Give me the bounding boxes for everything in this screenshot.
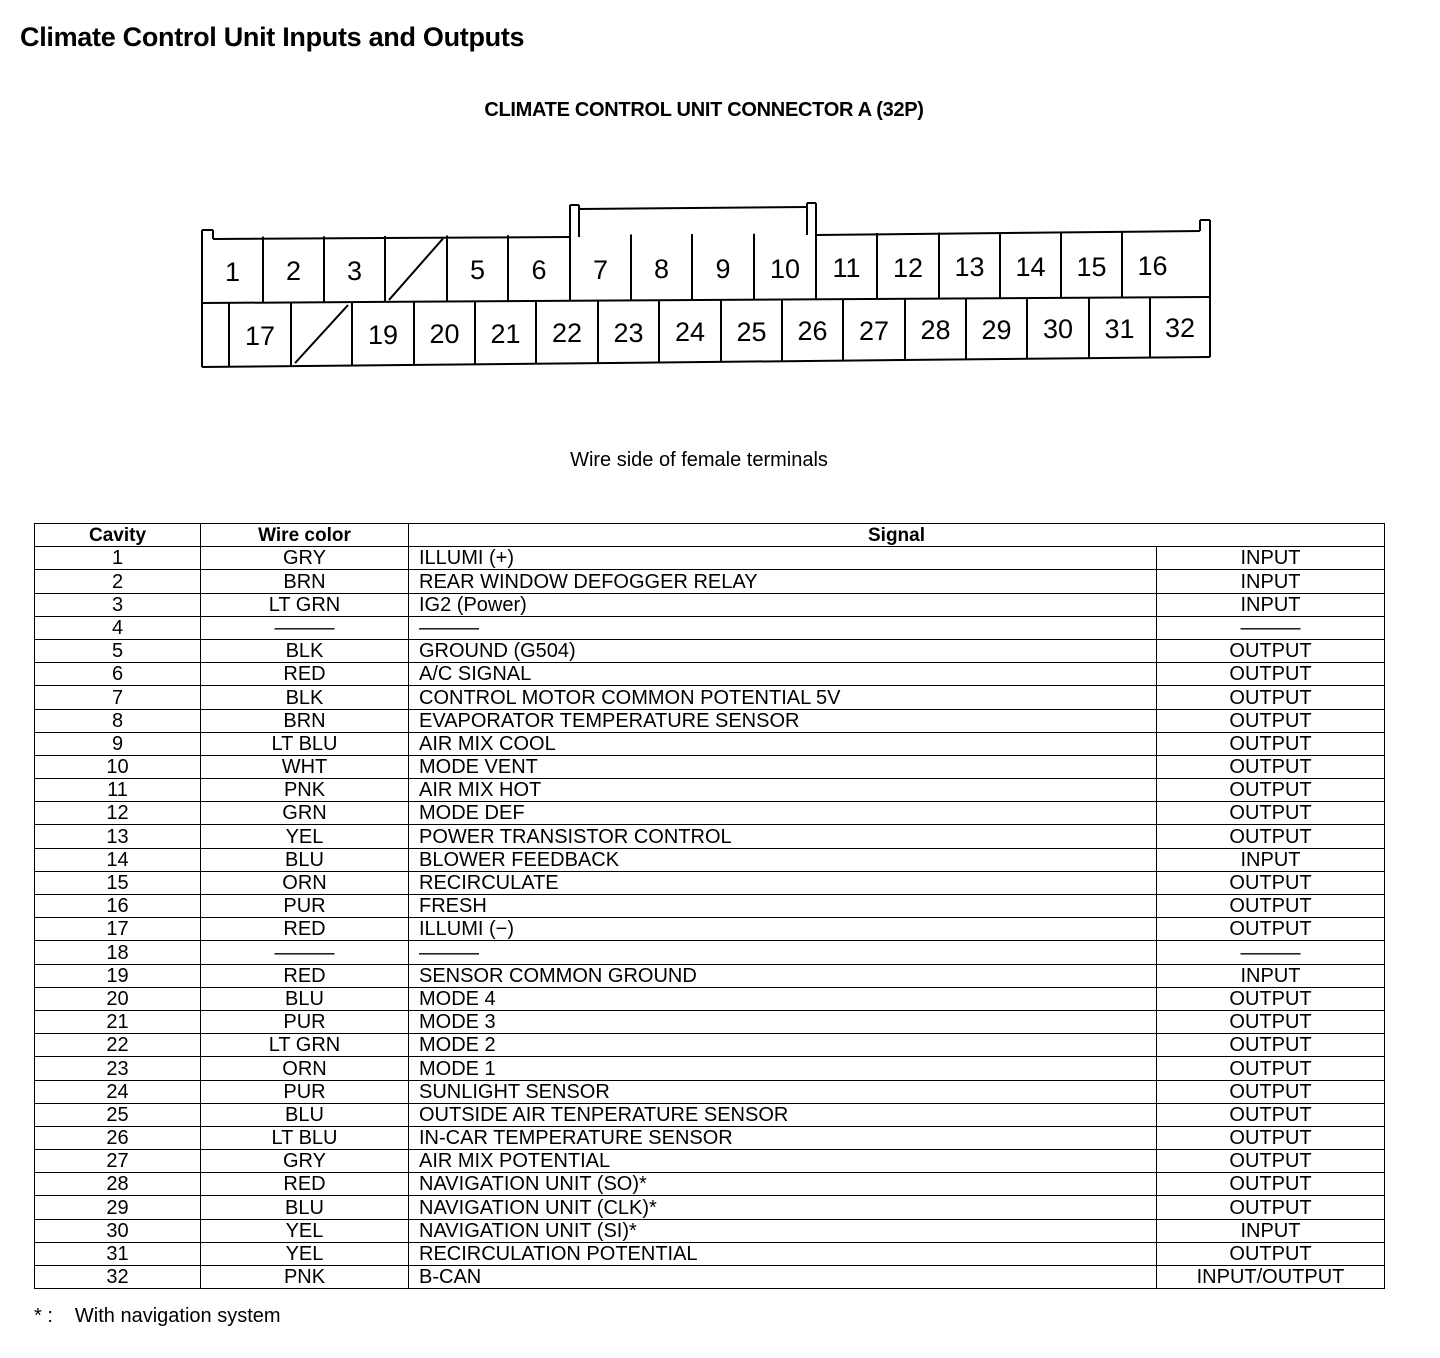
wire-color-cell: BLK — [201, 686, 409, 709]
cavity-cell: 9 — [35, 732, 201, 755]
io-cell: INPUT — [1157, 964, 1385, 987]
pin-label: 12 — [892, 252, 924, 283]
empty-cavity-slash — [389, 239, 443, 300]
wire-color-cell: PUR — [201, 895, 409, 918]
pin-label: 31 — [1104, 313, 1135, 344]
io-cell: OUTPUT — [1157, 1242, 1385, 1265]
signal-cell: MODE 2 — [409, 1034, 1157, 1057]
wire-color-cell: YEL — [201, 1242, 409, 1265]
pin-label: 7 — [592, 254, 609, 285]
table-row — [35, 686, 1385, 709]
signal-cell: CONTROL MOTOR COMMON POTENTIAL 5V — [409, 686, 1157, 709]
signal-cell: IG2 (Power) — [409, 593, 1157, 616]
cavity-cell: 17 — [35, 918, 201, 941]
io-cell: OUTPUT — [1157, 1010, 1385, 1033]
io-cell: OUTPUT — [1157, 732, 1385, 755]
cavity-cell: 25 — [35, 1103, 201, 1126]
wire-color-cell: BRN — [201, 570, 409, 593]
cavity-cell: 18 — [35, 941, 201, 964]
pin-label: 29 — [981, 314, 1012, 345]
wire-color-cell: PUR — [201, 1010, 409, 1033]
wire-color-cell: RED — [201, 663, 409, 686]
table-row — [35, 1010, 1385, 1033]
io-cell: OUTPUT — [1157, 663, 1385, 686]
cavity-cell: 21 — [35, 1010, 201, 1033]
signal-cell: BLOWER FEEDBACK — [409, 848, 1157, 871]
signal-cell: GROUND (G504) — [409, 639, 1157, 662]
wire-color-cell: YEL — [201, 825, 409, 848]
wire-color-cell: ORN — [201, 1057, 409, 1080]
cavity-cell: 27 — [35, 1150, 201, 1173]
cavity-cell: 7 — [35, 686, 201, 709]
signal-cell: EVAPORATOR TEMPERATURE SENSOR — [409, 709, 1157, 732]
pin-label: 5 — [469, 255, 486, 286]
pin-label: 6 — [531, 254, 547, 285]
signal-cell: ——— — [409, 616, 1157, 639]
cavity-cell: 1 — [35, 547, 201, 570]
connector-title: CLIMATE CONTROL UNIT CONNECTOR A (32P) — [484, 99, 924, 121]
wire-color-cell: BLU — [201, 848, 409, 871]
signal-cell: MODE 3 — [409, 1010, 1157, 1033]
header-signal: Signal — [409, 524, 1385, 547]
wire-color-cell: WHT — [201, 755, 409, 778]
cavity-cell: 32 — [35, 1266, 201, 1289]
signal-cell: ——— — [409, 941, 1157, 964]
signal-cell: NAVIGATION UNIT (CLK)* — [409, 1196, 1157, 1219]
signal-cell: OUTSIDE AIR TENPERATURE SENSOR — [409, 1103, 1157, 1126]
wire-color-cell: ORN — [201, 871, 409, 894]
io-cell: OUTPUT — [1157, 686, 1385, 709]
signal-cell: AIR MIX POTENTIAL — [409, 1150, 1157, 1173]
lock-tab — [579, 207, 807, 209]
io-cell: OUTPUT — [1157, 1150, 1385, 1173]
io-cell: INPUT — [1157, 570, 1385, 593]
io-cell: OUTPUT — [1157, 1196, 1385, 1219]
pin-label: 10 — [769, 253, 801, 284]
wire-color-cell: ——— — [201, 616, 409, 639]
table-row — [35, 1126, 1385, 1149]
footnote-text: With navigation system — [74, 1305, 281, 1327]
cavity-cell: 20 — [35, 987, 201, 1010]
signal-cell: IN-CAR TEMPERATURE SENSOR — [409, 1126, 1157, 1149]
table-row — [35, 709, 1385, 732]
row-divider — [202, 297, 1210, 303]
io-cell: OUTPUT — [1157, 639, 1385, 662]
pin-label: 23 — [613, 317, 644, 348]
wire-color-cell: BLU — [201, 987, 409, 1010]
pin-label: 32 — [1164, 313, 1196, 344]
signal-cell: A/C SIGNAL — [409, 663, 1157, 686]
table-header-row — [35, 524, 1385, 547]
wire-color-cell: PNK — [201, 1266, 409, 1289]
table-row — [35, 616, 1385, 639]
pin-label: 22 — [551, 318, 583, 349]
wire-color-cell: BLK — [201, 639, 409, 662]
signal-cell: ILLUMI (+) — [409, 547, 1157, 570]
cavity-cell: 5 — [35, 639, 201, 662]
pin-label: 16 — [1137, 251, 1168, 282]
table-row — [35, 1080, 1385, 1103]
cavity-cell: 26 — [35, 1126, 201, 1149]
signal-cell: MODE 1 — [409, 1057, 1157, 1080]
signal-cell: NAVIGATION UNIT (SI)* — [409, 1219, 1157, 1242]
cavity-cell: 2 — [35, 570, 201, 593]
cavity-cell: 16 — [35, 895, 201, 918]
io-cell: ——— — [1157, 941, 1385, 964]
wire-color-cell: RED — [201, 964, 409, 987]
table-row — [35, 593, 1385, 616]
io-cell: ——— — [1157, 616, 1385, 639]
pin-label: 3 — [346, 256, 363, 287]
pin-label: 13 — [954, 252, 985, 283]
cavity-cell: 15 — [35, 871, 201, 894]
io-cell: OUTPUT — [1157, 802, 1385, 825]
table-row — [35, 941, 1385, 964]
table-row — [35, 1196, 1385, 1219]
pin-label: 24 — [674, 317, 706, 348]
cavity-cell: 10 — [35, 755, 201, 778]
pin-label: 2 — [285, 256, 302, 287]
wire-color-cell: ——— — [201, 941, 409, 964]
pin-label: 17 — [244, 320, 276, 351]
pin-label: 19 — [367, 319, 399, 350]
wire-color-cell: LT BLU — [201, 732, 409, 755]
empty-cavity-slash — [295, 305, 348, 363]
signal-cell: REAR WINDOW DEFOGGER RELAY — [409, 570, 1157, 593]
pin-label: 21 — [490, 318, 521, 349]
signal-cell: B-CAN — [409, 1266, 1157, 1289]
cavity-cell: 31 — [35, 1242, 201, 1265]
table-row — [35, 547, 1385, 570]
pin-label: 20 — [429, 319, 460, 350]
cavity-cell: 23 — [35, 1057, 201, 1080]
table-row — [35, 755, 1385, 778]
table-row — [35, 1034, 1385, 1057]
pin-label: 25 — [736, 316, 767, 347]
wire-color-cell: LT GRN — [201, 1034, 409, 1057]
header-cavity: Cavity — [35, 524, 201, 547]
connector-caption: Wire side of female terminals — [570, 449, 828, 471]
cavity-cell: 6 — [35, 663, 201, 686]
io-cell: INPUT — [1157, 547, 1385, 570]
connector-top-edge — [816, 231, 1200, 235]
pin-label: 28 — [920, 315, 951, 346]
wire-color-cell: GRY — [201, 1150, 409, 1173]
header-wire-color: Wire color — [201, 524, 409, 547]
cavity-cell: 13 — [35, 825, 201, 848]
pin-label: 15 — [1076, 251, 1107, 282]
table-row — [35, 570, 1385, 593]
signal-cell: MODE VENT — [409, 755, 1157, 778]
io-cell: OUTPUT — [1157, 1173, 1385, 1196]
cavity-cell: 12 — [35, 802, 201, 825]
cavity-cell: 24 — [35, 1080, 201, 1103]
table-row — [35, 1266, 1385, 1289]
pin-label: 9 — [715, 253, 731, 284]
signal-cell: AIR MIX HOT — [409, 779, 1157, 802]
table-row — [35, 964, 1385, 987]
table-row — [35, 1242, 1385, 1265]
signal-cell: NAVIGATION UNIT (SO)* — [409, 1173, 1157, 1196]
io-cell: OUTPUT — [1157, 779, 1385, 802]
io-cell: OUTPUT — [1157, 871, 1385, 894]
io-cell: OUTPUT — [1157, 1080, 1385, 1103]
wire-color-cell: PNK — [201, 779, 409, 802]
io-cell: INPUT — [1157, 593, 1385, 616]
signal-cell: FRESH — [409, 895, 1157, 918]
cavity-cell: 22 — [35, 1034, 201, 1057]
table-row — [35, 779, 1385, 802]
cavity-cell: 28 — [35, 1173, 201, 1196]
cavity-cell: 29 — [35, 1196, 201, 1219]
wire-color-cell: YEL — [201, 1219, 409, 1242]
io-cell: OUTPUT — [1157, 895, 1385, 918]
table-row — [35, 1103, 1385, 1126]
io-cell: INPUT — [1157, 1219, 1385, 1242]
io-cell: OUTPUT — [1157, 918, 1385, 941]
cavity-cell: 19 — [35, 964, 201, 987]
pin-label: 27 — [858, 315, 890, 346]
table-row — [35, 918, 1385, 941]
wire-color-cell: BLU — [201, 1196, 409, 1219]
page-title: Climate Control Unit Inputs and Outputs — [20, 22, 525, 52]
table-row — [35, 1173, 1385, 1196]
io-cell: OUTPUT — [1157, 1034, 1385, 1057]
pin-label: 8 — [653, 254, 670, 285]
wire-color-cell: RED — [201, 918, 409, 941]
cavity-cell: 14 — [35, 848, 201, 871]
table-row — [35, 1219, 1385, 1242]
table-row — [35, 732, 1385, 755]
signal-cell: ILLUMI (−) — [409, 918, 1157, 941]
table-row — [35, 663, 1385, 686]
signal-cell: SUNLIGHT SENSOR — [409, 1080, 1157, 1103]
wire-color-cell: GRN — [201, 802, 409, 825]
pin-label: 30 — [1042, 314, 1074, 345]
connector-top-edge — [213, 237, 570, 239]
table-row — [35, 1150, 1385, 1173]
io-cell: OUTPUT — [1157, 709, 1385, 732]
wire-color-cell: BLU — [201, 1103, 409, 1126]
table-row — [35, 639, 1385, 662]
table-row — [35, 802, 1385, 825]
cavity-cell: 8 — [35, 709, 201, 732]
table-row — [35, 848, 1385, 871]
table-row — [35, 871, 1385, 894]
table-row — [35, 1057, 1385, 1080]
wire-color-cell: BRN — [201, 709, 409, 732]
io-cell: INPUT/OUTPUT — [1157, 1266, 1385, 1289]
pin-label: 26 — [797, 316, 828, 347]
pin-label: 14 — [1015, 252, 1046, 283]
wire-color-cell: GRY — [201, 547, 409, 570]
cavity-cell: 30 — [35, 1219, 201, 1242]
io-cell: OUTPUT — [1157, 1103, 1385, 1126]
signal-cell: AIR MIX COOL — [409, 732, 1157, 755]
connector-body-bottom — [202, 357, 1210, 367]
wire-color-cell: LT GRN — [201, 593, 409, 616]
wire-color-cell: LT BLU — [201, 1126, 409, 1149]
signal-cell: MODE 4 — [409, 987, 1157, 1010]
io-cell: OUTPUT — [1157, 1126, 1385, 1149]
cavity-cell: 11 — [35, 779, 201, 802]
signal-cell: MODE DEF — [409, 802, 1157, 825]
signal-cell: RECIRCULATE — [409, 871, 1157, 894]
pin-label: 1 — [224, 256, 241, 287]
table-row — [35, 825, 1385, 848]
wire-color-cell: RED — [201, 1173, 409, 1196]
signal-cell: SENSOR COMMON GROUND — [409, 964, 1157, 987]
table-row — [35, 987, 1385, 1010]
footnote — [34, 1305, 281, 1328]
signal-cell: RECIRCULATION POTENTIAL — [409, 1242, 1157, 1265]
wire-color-cell: PUR — [201, 1080, 409, 1103]
io-cell: OUTPUT — [1157, 987, 1385, 1010]
footnote-mark: * : — [34, 1305, 53, 1327]
cavity-cell: 4 — [35, 616, 201, 639]
cavity-cell: 3 — [35, 593, 201, 616]
io-cell: OUTPUT — [1157, 825, 1385, 848]
io-cell: OUTPUT — [1157, 755, 1385, 778]
connector-diagram — [198, 195, 1218, 375]
pin-table — [34, 523, 1385, 1289]
io-cell: INPUT — [1157, 848, 1385, 871]
table-row — [35, 895, 1385, 918]
pin-label: 11 — [832, 253, 861, 284]
io-cell: OUTPUT — [1157, 1057, 1385, 1080]
signal-cell: POWER TRANSISTOR CONTROL — [409, 825, 1157, 848]
